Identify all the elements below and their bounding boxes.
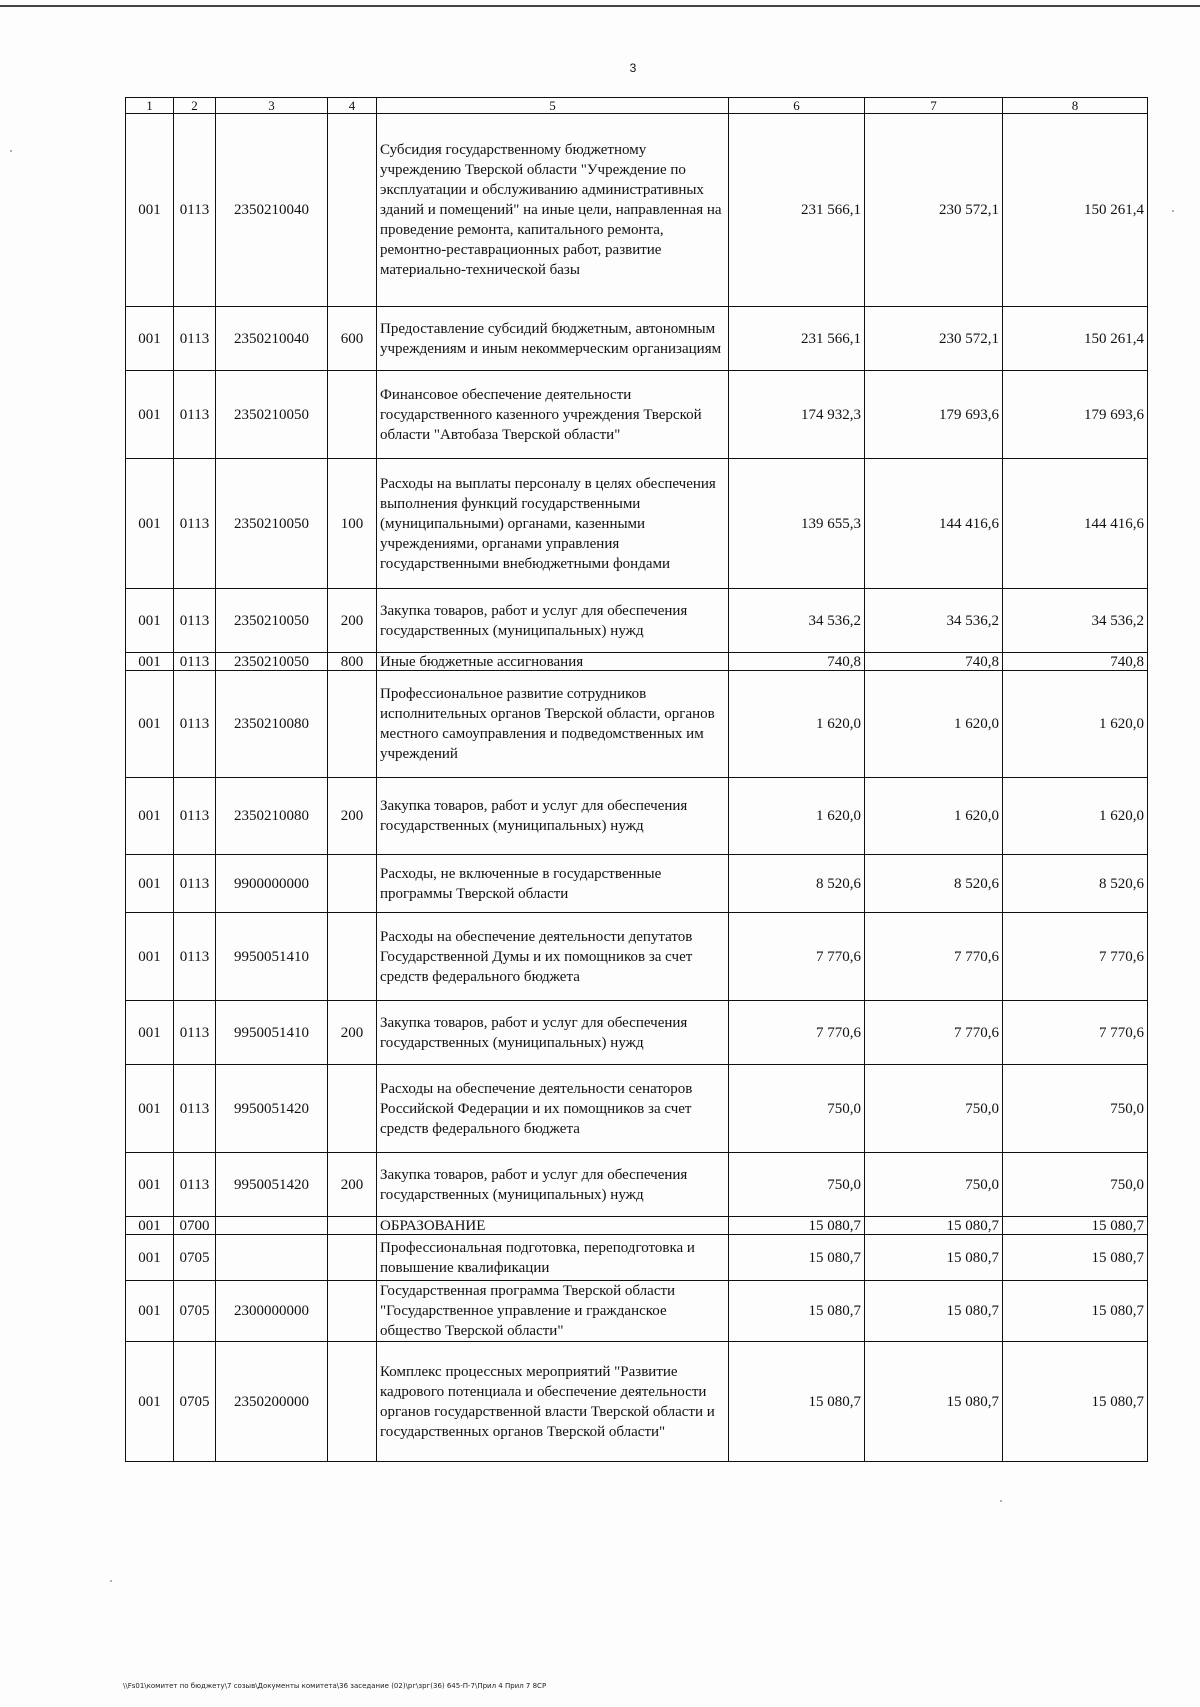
cell-section-code: 0113 bbox=[174, 589, 216, 653]
table-row bbox=[126, 1217, 1148, 1235]
cell-amount-year2: 750,0 bbox=[865, 1153, 1003, 1217]
cell-expense-type: 800 bbox=[328, 653, 377, 671]
cell-description: Профессиональное развитие сотрудников исполнительных органов Тверской области, органов местного самоуправления и подведомственных им учреждений bbox=[377, 671, 729, 778]
cell-target-article: 2350210050 bbox=[216, 653, 328, 671]
cell-target-article: 2350210040 bbox=[216, 114, 328, 307]
cell-amount-year2: 144 416,6 bbox=[865, 459, 1003, 589]
cell-section-code: 0113 bbox=[174, 855, 216, 913]
column-header: 6 bbox=[729, 98, 865, 114]
table-row bbox=[126, 778, 1148, 855]
cell-section-code: 0700 bbox=[174, 1217, 216, 1235]
cell-section-code: 0113 bbox=[174, 371, 216, 459]
cell-amount-year3: 15 080,7 bbox=[1003, 1342, 1148, 1462]
cell-expense-type: 200 bbox=[328, 589, 377, 653]
cell-target-article: 9950051410 bbox=[216, 913, 328, 1001]
cell-target-article: 2300000000 bbox=[216, 1281, 328, 1342]
column-header: 3 bbox=[216, 98, 328, 114]
cell-expense-type bbox=[328, 1065, 377, 1153]
cell-target-article: 2350210050 bbox=[216, 371, 328, 459]
cell-section-code: 0113 bbox=[174, 913, 216, 1001]
cell-amount-year2: 7 770,6 bbox=[865, 1001, 1003, 1065]
cell-section-code: 0705 bbox=[174, 1342, 216, 1462]
cell-section-code: 0113 bbox=[174, 1153, 216, 1217]
cell-target-article: 9900000000 bbox=[216, 855, 328, 913]
cell-admin-code: 001 bbox=[126, 1065, 174, 1153]
cell-amount-year1: 7 770,6 bbox=[729, 1001, 865, 1065]
cell-amount-year2: 740,8 bbox=[865, 653, 1003, 671]
cell-admin-code: 001 bbox=[126, 589, 174, 653]
cell-description: Расходы, не включенные в государственные программы Тверской области bbox=[377, 855, 729, 913]
scan-edge bbox=[0, 5, 1200, 7]
column-header: 4 bbox=[328, 98, 377, 114]
cell-amount-year1: 8 520,6 bbox=[729, 855, 865, 913]
cell-amount-year2: 15 080,7 bbox=[865, 1281, 1003, 1342]
cell-expense-type: 200 bbox=[328, 1001, 377, 1065]
cell-amount-year3: 179 693,6 bbox=[1003, 371, 1148, 459]
table-row bbox=[126, 307, 1148, 371]
cell-section-code: 0113 bbox=[174, 459, 216, 589]
cell-admin-code: 001 bbox=[126, 855, 174, 913]
cell-amount-year1: 1 620,0 bbox=[729, 778, 865, 855]
cell-expense-type: 200 bbox=[328, 778, 377, 855]
table-row bbox=[126, 114, 1148, 307]
cell-target-article: 2350210040 bbox=[216, 307, 328, 371]
cell-target-article: 2350210050 bbox=[216, 589, 328, 653]
cell-expense-type bbox=[328, 114, 377, 307]
cell-expense-type bbox=[328, 1281, 377, 1342]
cell-amount-year2: 230 572,1 bbox=[865, 307, 1003, 371]
cell-description: Расходы на обеспечение деятельности депутатов Государственной Думы и их помощников за счет средств федерального бюджета bbox=[377, 913, 729, 1001]
cell-description: Финансовое обеспечение деятельности государственного казенного учреждения Тверской области "Автобаза Тверской области" bbox=[377, 371, 729, 459]
cell-admin-code: 001 bbox=[126, 1235, 174, 1281]
cell-section-code: 0113 bbox=[174, 671, 216, 778]
table-row bbox=[126, 459, 1148, 589]
cell-admin-code: 001 bbox=[126, 671, 174, 778]
cell-expense-type bbox=[328, 1235, 377, 1281]
cell-expense-type bbox=[328, 1217, 377, 1235]
cell-amount-year3: 150 261,4 bbox=[1003, 114, 1148, 307]
table-row bbox=[126, 913, 1148, 1001]
column-header: 7 bbox=[865, 98, 1003, 114]
cell-section-code: 0113 bbox=[174, 114, 216, 307]
cell-amount-year2: 15 080,7 bbox=[865, 1235, 1003, 1281]
cell-amount-year3: 7 770,6 bbox=[1003, 1001, 1148, 1065]
cell-amount-year1: 34 536,2 bbox=[729, 589, 865, 653]
column-header: 1 bbox=[126, 98, 174, 114]
cell-admin-code: 001 bbox=[126, 913, 174, 1001]
cell-amount-year2: 7 770,6 bbox=[865, 913, 1003, 1001]
cell-expense-type bbox=[328, 671, 377, 778]
cell-section-code: 0113 bbox=[174, 1001, 216, 1065]
cell-admin-code: 001 bbox=[126, 1342, 174, 1462]
cell-admin-code: 001 bbox=[126, 371, 174, 459]
cell-description: Закупка товаров, работ и услуг для обеспечения государственных (муниципальных) нужд bbox=[377, 1001, 729, 1065]
cell-amount-year3: 34 536,2 bbox=[1003, 589, 1148, 653]
cell-target-article: 9950051420 bbox=[216, 1153, 328, 1217]
table-row bbox=[126, 1281, 1148, 1342]
column-header: 8 bbox=[1003, 98, 1148, 114]
scan-speck bbox=[1000, 1500, 1002, 1502]
cell-amount-year2: 230 572,1 bbox=[865, 114, 1003, 307]
cell-expense-type bbox=[328, 1342, 377, 1462]
cell-amount-year2: 1 620,0 bbox=[865, 778, 1003, 855]
cell-amount-year2: 179 693,6 bbox=[865, 371, 1003, 459]
cell-expense-type: 200 bbox=[328, 1153, 377, 1217]
cell-amount-year1: 15 080,7 bbox=[729, 1281, 865, 1342]
cell-amount-year3: 8 520,6 bbox=[1003, 855, 1148, 913]
cell-target-article: 9950051420 bbox=[216, 1065, 328, 1153]
table-row bbox=[126, 855, 1148, 913]
cell-amount-year3: 144 416,6 bbox=[1003, 459, 1148, 589]
cell-amount-year1: 174 932,3 bbox=[729, 371, 865, 459]
cell-amount-year1: 231 566,1 bbox=[729, 307, 865, 371]
cell-description: Расходы на обеспечение деятельности сенаторов Российской Федерации и их помощников за счет средств федерального бюджета bbox=[377, 1065, 729, 1153]
cell-amount-year3: 7 770,6 bbox=[1003, 913, 1148, 1001]
cell-admin-code: 001 bbox=[126, 1153, 174, 1217]
table-row bbox=[126, 671, 1148, 778]
cell-amount-year3: 15 080,7 bbox=[1003, 1281, 1148, 1342]
cell-description: Закупка товаров, работ и услуг для обеспечения государственных (муниципальных) нужд bbox=[377, 589, 729, 653]
cell-amount-year2: 750,0 bbox=[865, 1065, 1003, 1153]
cell-description: Расходы на выплаты персоналу в целях обеспечения выполнения функций государственными (муниципальными) органами, казенными учреждениями, органами управления государственными внебюджетными фондами bbox=[377, 459, 729, 589]
cell-target-article bbox=[216, 1235, 328, 1281]
cell-expense-type: 600 bbox=[328, 307, 377, 371]
cell-amount-year1: 750,0 bbox=[729, 1065, 865, 1153]
cell-amount-year1: 15 080,7 bbox=[729, 1235, 865, 1281]
table-row bbox=[126, 1153, 1148, 1217]
scan-speck bbox=[10, 150, 12, 152]
cell-amount-year3: 1 620,0 bbox=[1003, 671, 1148, 778]
cell-description: Иные бюджетные ассигнования bbox=[377, 653, 729, 671]
cell-admin-code: 001 bbox=[126, 459, 174, 589]
cell-description: Закупка товаров, работ и услуг для обеспечения государственных (муниципальных) нужд bbox=[377, 778, 729, 855]
column-header: 5 bbox=[377, 98, 729, 114]
cell-description: Комплекс процессных мероприятий "Развитие кадрового потенциала и обеспечение деятельности органов государственной власти Тверской области и государственных органов Тверской области" bbox=[377, 1342, 729, 1462]
cell-amount-year2: 15 080,7 bbox=[865, 1217, 1003, 1235]
cell-section-code: 0113 bbox=[174, 778, 216, 855]
page-number: 3 bbox=[629, 61, 637, 75]
cell-section-code: 0113 bbox=[174, 307, 216, 371]
cell-description: Субсидия государственному бюджетному учреждению Тверской области "Учреждение по эксплуатации и обслуживанию административных зданий и помещений" на иные цели, направленная на проведение ремонта, капитального ремонта, ремонтно-реставрационных работ, развитие материально-технической базы bbox=[377, 114, 729, 307]
cell-expense-type bbox=[328, 855, 377, 913]
cell-description: Предоставление субсидий бюджетным, автономным учреждениям и иным некоммерческим организациям bbox=[377, 307, 729, 371]
table-row bbox=[126, 1001, 1148, 1065]
file-path-footer: \\Fs01\комитет по бюджету\7 созыв\Документы комитета\36 заседание (02)\рг\зрг(36) 645-П-7\Прил 4 Прил 7 8СР bbox=[123, 1682, 547, 1690]
cell-admin-code: 001 bbox=[126, 114, 174, 307]
cell-admin-code: 001 bbox=[126, 1001, 174, 1065]
table-row bbox=[126, 589, 1148, 653]
cell-expense-type bbox=[328, 371, 377, 459]
cell-amount-year1: 1 620,0 bbox=[729, 671, 865, 778]
cell-amount-year1: 231 566,1 bbox=[729, 114, 865, 307]
cell-target-article: 2350210050 bbox=[216, 459, 328, 589]
cell-admin-code: 001 bbox=[126, 1217, 174, 1235]
cell-section-code: 0113 bbox=[174, 1065, 216, 1153]
cell-amount-year3: 15 080,7 bbox=[1003, 1217, 1148, 1235]
cell-description: Государственная программа Тверской области "Государственное управление и гражданское общество Тверской области" bbox=[377, 1281, 729, 1342]
cell-target-article: 9950051410 bbox=[216, 1001, 328, 1065]
cell-amount-year1: 15 080,7 bbox=[729, 1217, 865, 1235]
cell-amount-year1: 139 655,3 bbox=[729, 459, 865, 589]
cell-description: Профессиональная подготовка, переподготовка и повышение квалификации bbox=[377, 1235, 729, 1281]
cell-amount-year1: 750,0 bbox=[729, 1153, 865, 1217]
cell-section-code: 0705 bbox=[174, 1235, 216, 1281]
table-row bbox=[126, 1235, 1148, 1281]
cell-admin-code: 001 bbox=[126, 653, 174, 671]
scan-speck bbox=[110, 1580, 112, 1582]
cell-description: ОБРАЗОВАНИЕ bbox=[377, 1217, 729, 1235]
cell-admin-code: 001 bbox=[126, 307, 174, 371]
cell-target-article: 2350200000 bbox=[216, 1342, 328, 1462]
cell-target-article: 2350210080 bbox=[216, 671, 328, 778]
cell-amount-year2: 1 620,0 bbox=[865, 671, 1003, 778]
table-row bbox=[126, 653, 1148, 671]
cell-amount-year3: 750,0 bbox=[1003, 1153, 1148, 1217]
cell-description: Закупка товаров, работ и услуг для обеспечения государственных (муниципальных) нужд bbox=[377, 1153, 729, 1217]
cell-amount-year3: 1 620,0 bbox=[1003, 778, 1148, 855]
table-row bbox=[126, 1342, 1148, 1462]
cell-section-code: 0113 bbox=[174, 653, 216, 671]
cell-section-code: 0705 bbox=[174, 1281, 216, 1342]
cell-expense-type bbox=[328, 913, 377, 1001]
column-header: 2 bbox=[174, 98, 216, 114]
column-number-row bbox=[126, 98, 1148, 114]
cell-amount-year1: 740,8 bbox=[729, 653, 865, 671]
table-row bbox=[126, 1065, 1148, 1153]
cell-amount-year2: 8 520,6 bbox=[865, 855, 1003, 913]
scan-speck bbox=[1172, 210, 1174, 212]
cell-admin-code: 001 bbox=[126, 1281, 174, 1342]
cell-amount-year3: 740,8 bbox=[1003, 653, 1148, 671]
cell-amount-year2: 34 536,2 bbox=[865, 589, 1003, 653]
cell-amount-year1: 7 770,6 bbox=[729, 913, 865, 1001]
cell-amount-year2: 15 080,7 bbox=[865, 1342, 1003, 1462]
cell-amount-year1: 15 080,7 bbox=[729, 1342, 865, 1462]
cell-amount-year3: 150 261,4 bbox=[1003, 307, 1148, 371]
cell-expense-type: 100 bbox=[328, 459, 377, 589]
budget-table bbox=[125, 97, 1148, 1462]
table-row bbox=[126, 371, 1148, 459]
cell-target-article bbox=[216, 1217, 328, 1235]
cell-amount-year3: 750,0 bbox=[1003, 1065, 1148, 1153]
cell-target-article: 2350210080 bbox=[216, 778, 328, 855]
cell-amount-year3: 15 080,7 bbox=[1003, 1235, 1148, 1281]
cell-admin-code: 001 bbox=[126, 778, 174, 855]
